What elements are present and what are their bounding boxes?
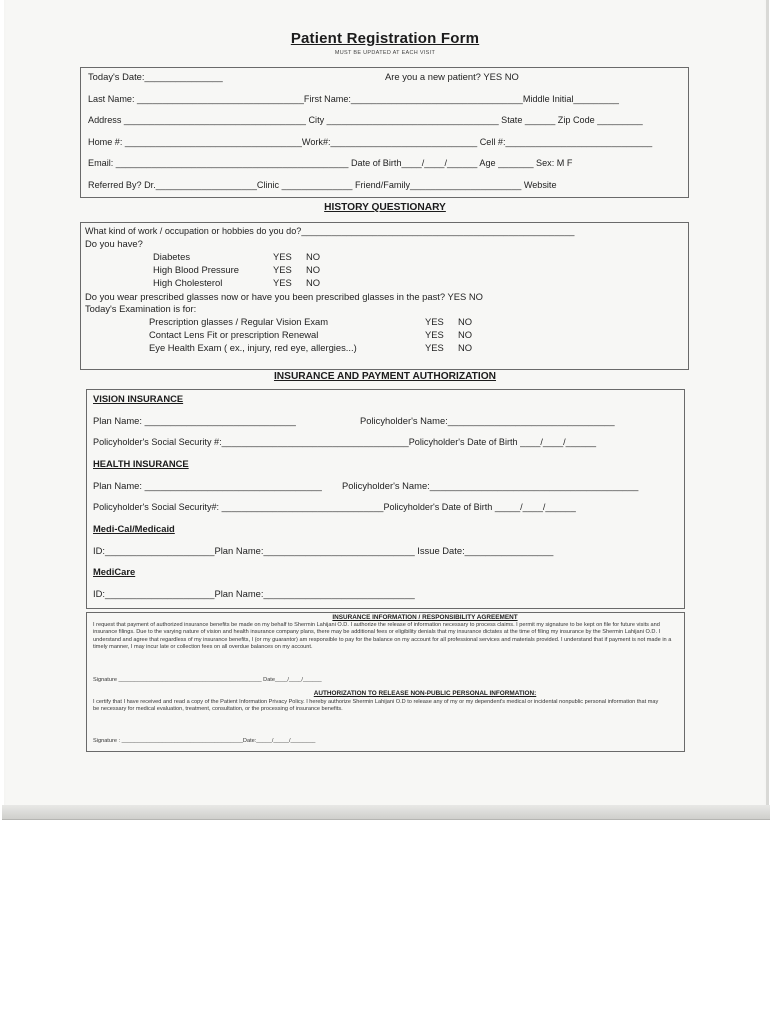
health-ssn-field[interactable]: Policyholder's Social Security#: ________________________________Policyholder's Date of Birth _____/____/______ xyxy=(93,502,576,512)
vision-ssn-field[interactable]: Policyholder's Social Security #:_____________________________________Policyholder's Date of Birth ____/____/______ xyxy=(93,437,597,447)
do-you-have-label: Do you have? xyxy=(85,238,143,249)
new-patient-question[interactable]: Are you a new patient? YES NO xyxy=(385,71,519,82)
form-subtitle: MUST BE UPDATED AT EACH VISIT xyxy=(334,50,436,56)
medical-heading: Medi-Cal/Medicaid xyxy=(93,523,175,534)
condition-no[interactable]: NO xyxy=(306,251,321,262)
vision-insurance-heading: VISION INSURANCE xyxy=(93,393,184,404)
condition-yes[interactable]: YES xyxy=(273,264,292,275)
medical-id-field[interactable]: ID:_____________________Plan Name:_____________________________ Issue Date:_________________ xyxy=(93,545,554,556)
health-plan-field[interactable]: Plan Name: __________________________________ xyxy=(93,480,322,491)
exam-label: Eye Health Exam ( ex., injury, red eye, allergies...) xyxy=(149,342,357,353)
agreement-heading: INSURANCE INFORMATION / RESPONSIBILITY AGREEMENT xyxy=(332,614,518,621)
exam-label: Contact Lens Fit or prescription Renewal xyxy=(149,329,319,340)
todays-date-field[interactable]: Today's Date:_______________ xyxy=(88,71,223,82)
patient-info-box xyxy=(80,67,689,198)
vision-plan-field[interactable]: Plan Name: _____________________________ xyxy=(93,415,296,426)
exam-yes[interactable]: YES xyxy=(425,329,444,340)
scan-edge xyxy=(2,805,770,820)
condition-yes[interactable]: YES xyxy=(273,251,292,262)
exam-no[interactable]: NO xyxy=(458,342,473,353)
exam-for-label: Today's Examination is for: xyxy=(85,303,197,314)
release-heading: AUTHORIZATION TO RELEASE NON-PUBLIC PERSONAL INFORMATION: xyxy=(313,690,537,697)
address-row[interactable]: Address ____________________________________ City __________________________________ State ______ Zip Code _________ xyxy=(88,115,643,125)
exam-yes[interactable]: YES xyxy=(425,342,444,353)
medicare-id-field[interactable]: ID:_____________________Plan Name:_____________________________ xyxy=(93,588,415,599)
glasses-question[interactable]: Do you wear prescribed glasses now or have you been prescribed glasses in the past? YES NO xyxy=(85,291,483,302)
agreement-text: I request that payment of authorized insurance benefits be made on my behalf to Shermin Lahijani O.D. I authorize the release of information necessary to process claims. I permit my signature to be kept on file for future visits and insurance filings. Due to the varying nature of vision and health insurance company plans, there may be additional fees or eligibility denials that my insurance dictates at the time of filing my insurance by the Shermin Lahijani O.D. I understand and agree that regardless of my insurance benefits, I (or my guarantor) am responsible to pay for the balance on my account for all professional services and materials provided. I understand that if payment is not made in a timely manner, I may incur late or collection fees on all overdue balances on my account. xyxy=(93,622,672,651)
exam-yes[interactable]: YES xyxy=(425,316,444,327)
release-signature[interactable]: Signature : _______________________________________Date:_____/_____/________ xyxy=(93,738,316,744)
vision-holder-field[interactable]: Policyholder's Name:________________________________ xyxy=(360,415,615,426)
history-heading: HISTORY QUESTIONARY xyxy=(324,202,446,213)
condition-label: Diabetes xyxy=(153,251,191,262)
insurance-heading: INSURANCE AND PAYMENT AUTHORIZATION xyxy=(273,371,497,382)
health-insurance-heading: HEALTH INSURANCE xyxy=(93,458,189,469)
name-row[interactable]: Last Name: _________________________________First Name:__________________________________Middle Initial_________ xyxy=(88,94,619,104)
exam-label: Prescription glasses / Regular Vision Exam xyxy=(149,316,329,327)
condition-no[interactable]: NO xyxy=(306,277,321,288)
condition-yes[interactable]: YES xyxy=(273,277,292,288)
form-title: Patient Registration Form xyxy=(290,30,480,47)
condition-label: High Blood Pressure xyxy=(153,264,239,275)
exam-no[interactable]: NO xyxy=(458,316,473,327)
phone-row[interactable]: Home #: ___________________________________Work#:_____________________________ Cell #:_____________________________ xyxy=(88,137,653,147)
agreement-signature[interactable]: Signature ______________________________________________ Date____/____/______ xyxy=(93,677,322,683)
exam-no[interactable]: NO xyxy=(458,329,473,340)
email-dob-row[interactable]: Email: ______________________________________________ Date of Birth____/____/______ Age _______ Sex: M F xyxy=(88,158,573,168)
condition-label: High Cholesterol xyxy=(153,277,223,288)
health-holder-field[interactable]: Policyholder's Name:________________________________________ xyxy=(342,480,639,491)
condition-no[interactable]: NO xyxy=(306,264,321,275)
referral-row[interactable]: Referred By? Dr.____________________Clinic ______________ Friend/Family______________________ Website xyxy=(88,180,557,190)
release-text: I certify that I have received and read a copy of the Patient Information Privacy Policy. I hereby authorize Shermin Lahijani O.D to release any of my or my dependent's medical or incidental nonpublic personal information that may be necessary for medical evaluation, treatment, consultation, or the processing of insurance benefits. xyxy=(93,699,659,713)
work-question[interactable]: What kind of work / occupation or hobbies do you do?______________________________________________________ xyxy=(85,226,575,236)
medicare-heading: MediCare xyxy=(93,566,136,577)
